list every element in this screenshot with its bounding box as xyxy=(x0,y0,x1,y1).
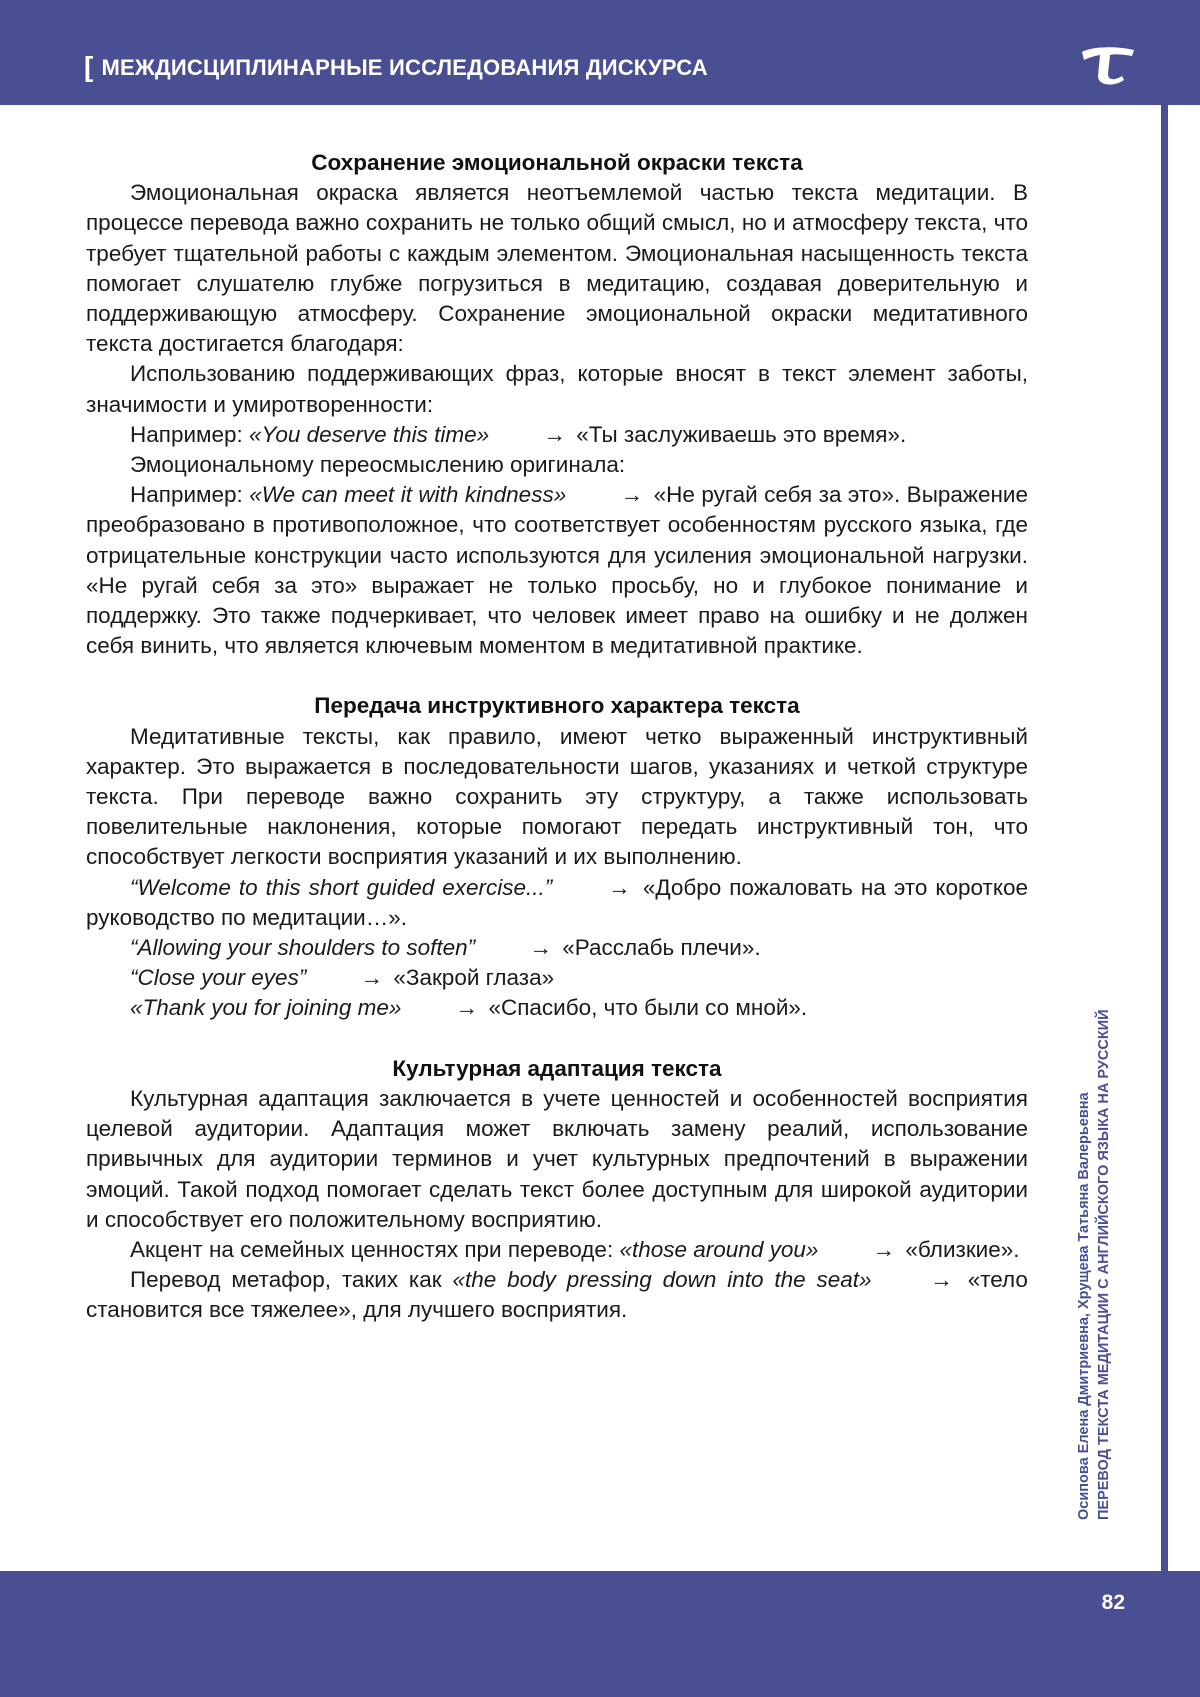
example-paragraph xyxy=(86,1235,1028,1265)
section-heading-cultural: Культурная адаптация текста xyxy=(392,1055,722,1081)
header-title-text: МЕЖДИСЦИПЛИНАРНЫЕ ИССЛЕДОВАНИЯ ДИСКУРСА xyxy=(101,55,708,80)
arrow-right-icon: → xyxy=(543,421,566,447)
russian-phrase: «Расслабь плечи». xyxy=(562,935,761,961)
side-article-title: ПЕРЕВОД ТЕКСТА МЕДИТАЦИИ С АНГЛИЙСКОГО ЯЗЫКА НА РУССКИЙ xyxy=(1096,1009,1112,1520)
russian-phrase: «Спасибо, что были со мной». xyxy=(488,995,808,1021)
russian-phrase: «Закрой глаза» xyxy=(393,965,555,991)
paragraph: Медитативные тексты, как правило, имеют четко выраженный инструктивный характер. Это выражается в последовательности шагов, указаниях и четкой структуре текста. При переводе важно сохранить эту структуру, а также использовать повелительные наклонения, которые помогают передать инструктивный тон, что способствует легкости восприятия указаний и их выполнению. xyxy=(86,723,1028,870)
paragraph: Эмоциональная окраска является неотъемлемой частью текста медитации. В процессе перевода важно сохранить не только общий смысл, но и атмосферу текста, что требует тщательной работы с каждым элементом. Эмоциональная насыщенность текста помогает слушателю глубже погрузиться в медитацию, создавая доверительную и поддерживающую атмосферу. Сохранение эмоциональной окраски медитативного текста достигается благодаря: xyxy=(86,180,1028,357)
english-phrase: «Thank you for joining me» xyxy=(130,995,402,1021)
russian-phrase: «Добро пожаловать на это короткое руководство по медитации…». xyxy=(86,874,1028,930)
example-prefix: Перевод метафор, таких как xyxy=(130,1267,442,1293)
english-phrase: «You deserve this time» xyxy=(249,421,490,447)
english-phrase: “Welcome to this short guided exercise...” xyxy=(130,874,553,900)
example-paragraph xyxy=(86,480,1028,661)
right-margin-rule xyxy=(1161,105,1168,1571)
side-authors: Осипова Елена Дмитриевна, Хрущева Татьяна Валерьевна xyxy=(1076,1092,1092,1520)
arrow-right-icon: → xyxy=(608,874,631,900)
arrow-right-icon: → xyxy=(529,935,552,961)
russian-phrase: «Ты заслуживаешь это время». xyxy=(576,421,907,447)
example-line xyxy=(86,993,1028,1023)
arrow-right-icon: → xyxy=(930,1267,953,1293)
english-phrase: «We can meet it with kindness» xyxy=(249,482,567,508)
english-phrase: “Close your eyes” xyxy=(130,965,307,991)
arrow-right-icon: → xyxy=(455,995,479,1021)
english-phrase: «those around you» xyxy=(619,1236,819,1262)
russian-phrase: «близкие». xyxy=(905,1236,1020,1262)
journal-section-title xyxy=(84,50,708,82)
english-phrase: «the body pressing down into the seat» xyxy=(452,1267,872,1293)
example-line xyxy=(86,933,1028,963)
arrow-right-icon: → xyxy=(872,1236,896,1262)
example-prefix: Акцент на семейных ценностях при переводе: xyxy=(130,1236,614,1262)
example-continuation: «Не ругай себя за это». Выражение преобразовано в противоположное, что соответствует особенностям русского языка, где отрицательные конструкции часто используются для усиления эмоциональной нагрузки. «Не ругай себя за это» выражает не только просьбу, но и глубокое понимание и поддержку. Это также подчеркивает, что человек имеет право на ошибку и не должен себя винить, что является ключевым моментом в медитативной практике. xyxy=(86,482,1028,659)
page-number: 82 xyxy=(1101,1591,1125,1614)
article-body xyxy=(86,148,1028,1326)
example-line xyxy=(86,873,1028,933)
arrow-right-icon: → xyxy=(620,482,644,508)
english-phrase: “Allowing your shoulders to soften” xyxy=(130,935,476,961)
section-heading-instructive: Передача инструктивного характера текста xyxy=(314,693,800,719)
arrow-right-icon: → xyxy=(360,965,384,991)
paragraph: Использованию поддерживающих фраз, которые вносят в текст элемент заботы, значимости и умиротворенности: xyxy=(86,361,1028,417)
section-heading-emotional: Сохранение эмоциональной окраски текста xyxy=(311,150,803,175)
side-running-title xyxy=(1074,920,1114,1520)
header-bracket: [ xyxy=(84,51,94,82)
example-line xyxy=(86,963,1028,993)
example-paragraph xyxy=(86,1265,1028,1325)
journal-logo-icon xyxy=(1078,44,1138,86)
example-prefix: Например: xyxy=(130,421,243,447)
page-footer xyxy=(0,1571,1200,1697)
paragraph: Культурная адаптация заключается в учете ценностей и особенностей восприятия целевой аудитории. Адаптация может включать замену реалий, использование привычных для аудитории терминов и учет культурных предпочтений в выражении эмоций. Такой подход помогает сделать текст более доступным для широкой аудитории и способствует его положительному восприятию. xyxy=(86,1085,1028,1232)
russian-phrase: «тело становится все тяжелее», для лучшего восприятия. xyxy=(86,1267,1028,1323)
paragraph: Эмоциональному переосмыслению оригинала: xyxy=(130,452,626,478)
page-header xyxy=(0,0,1200,105)
example-prefix: Например: xyxy=(130,482,243,508)
example-line xyxy=(86,420,1028,450)
